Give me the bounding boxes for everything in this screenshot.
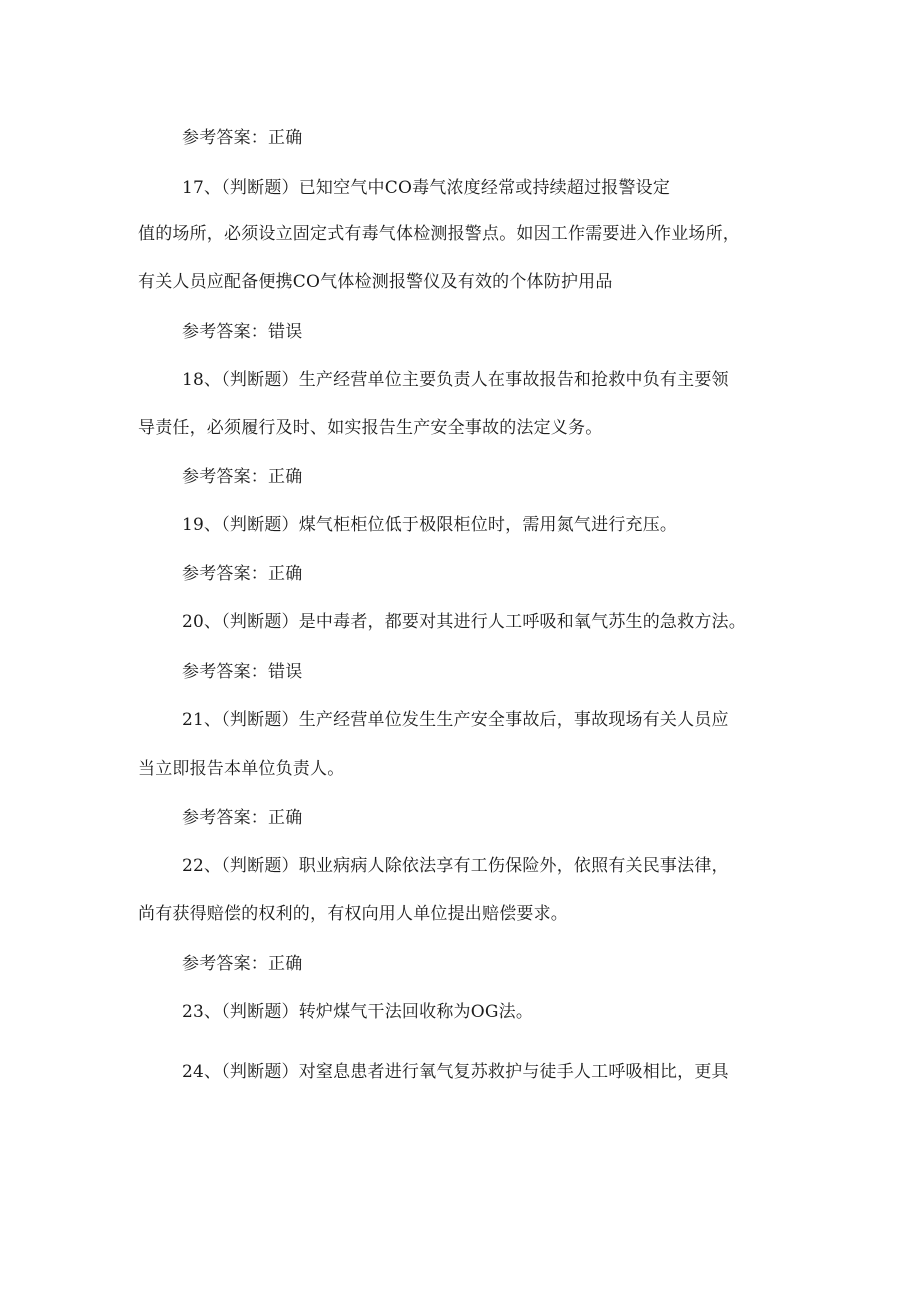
question-19-line-1: 19、（判断题）煤气柜柜位低于极限柜位时，需用氮气进行充压。: [182, 515, 678, 535]
question-21-line-1: 21、（判断题）生产经营单位发生生产安全事故后，事故现场有关人员应: [182, 710, 729, 730]
answer-22: 参考答案：正确: [182, 954, 303, 974]
question-24-line-1: 24、（判断题）对窒息患者进行氧气复苏救护与徒手人工呼吸相比，更具: [182, 1062, 729, 1082]
answer-20: 参考答案：错误: [182, 662, 303, 682]
answer-17: 参考答案：错误: [182, 322, 303, 342]
answer-21: 参考答案：正确: [182, 808, 303, 828]
question-18-line-2: 导责任，必须履行及时、如实报告生产安全事故的法定义务。: [138, 418, 603, 438]
question-20-line-1: 20、（判断题）是中毒者，都要对其进行人工呼吸和氧气苏生的急救方法。: [182, 612, 746, 632]
question-23-line-1: 23、（判断题）转炉煤气干法回收称为OG法。: [182, 1002, 534, 1022]
question-22-line-2: 尚有获得赔偿的权利的，有权向用人单位提出赔偿要求。: [138, 904, 568, 924]
question-18-line-1: 18、（判断题）生产经营单位主要负责人在事故报告和抢救中负有主要领: [182, 370, 729, 390]
question-17-line-1: 17、（判断题）已知空气中CO毒气浓度经常或持续超过报警设定: [182, 178, 671, 198]
question-22-line-1: 22、（判断题）职业病病人除依法享有工伤保险外，依照有关民事法律，: [182, 856, 729, 876]
answer-16: 参考答案：正确: [182, 128, 303, 148]
question-21-line-2: 当立即报告本单位负责人。: [138, 759, 345, 779]
answer-19: 参考答案：正确: [182, 564, 303, 584]
question-17-line-3: 有关人员应配备便携CO气体检测报警仪及有效的个体防护用品: [138, 272, 613, 292]
answer-18: 参考答案：正确: [182, 467, 303, 487]
question-17-line-2: 值的场所，必须设立固定式有毒气体检测报警点。如因工作需要进入作业场所，: [138, 224, 740, 244]
